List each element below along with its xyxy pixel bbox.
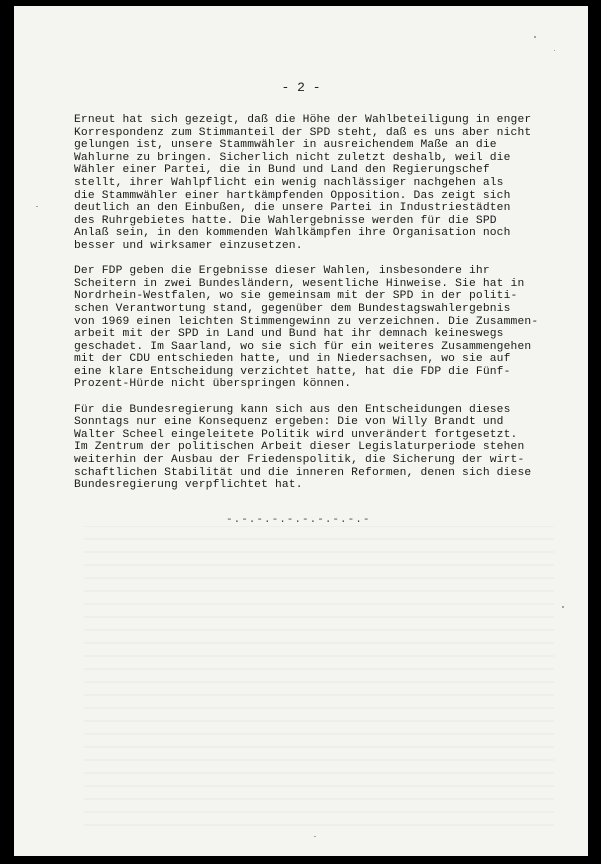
- section-separator: -.-.-.-.-.-.-.-.-.-: [226, 514, 371, 526]
- text-line: Prozent-Hürde nicht überspringen können.: [74, 378, 352, 391]
- text-line: schen Verantwortung stand, gegenüber dem Bundestagswahlergebnis: [74, 302, 511, 315]
- text-line: die Stammwähler einer hartkämpfenden Opposition. Das zeigt sich: [74, 189, 511, 202]
- text-line: geschadet. Im Saarland, wo sie sich für ein weiteres Zusammengehen: [74, 340, 532, 353]
- text-line: gelungen ist, unsere Stammwähler in ausreichendem Maße an die: [74, 139, 497, 152]
- text-line: weiterhin der Ausbau der Friedenspolitik, die Sicherung der wirt-: [74, 454, 525, 467]
- text-line: Bundesregierung verpflichtet hat.: [74, 479, 303, 492]
- text-line: Nordrhein-Westfalen, wo sie gemeinsam mit der SPD in der politi-: [74, 290, 518, 303]
- text-line: Sonntags nur eine Konsequenz ergeben: Die von Willy Brandt und: [74, 416, 504, 429]
- text-line: des Ruhrgebietes hatte. Die Wahlergebnisse werden für die SPD: [74, 214, 497, 227]
- text-line: arbeit mit der SPD in Land und Bund hat ihr demnach keineswegs: [74, 328, 504, 341]
- text-line: Anlaß sein, in den kommenden Wahlkämpfen ihre Organisation noch: [74, 227, 511, 240]
- text-line: Der FDP geben die Ergebnisse dieser Wahlen, insbesondere ihr: [74, 265, 490, 278]
- body-text: [74, 114, 574, 504]
- document-page: [14, 6, 588, 856]
- text-line: von 1969 einen leichten Stimmengewinn zu verzeichnen. Die Zusammen-: [74, 315, 539, 328]
- scan-speck: [534, 36, 536, 38]
- text-line: eine klare Entscheidung verzichtet hatte, hat die FDP die Fünf-: [74, 365, 511, 378]
- text-line: deutlich an den Einbußen, die unsere Partei in Industriestädten: [74, 202, 511, 215]
- paragraph-1: [74, 114, 574, 253]
- scan-speck: [562, 606, 564, 608]
- page-number: - 2 -: [281, 80, 321, 95]
- text-line: Für die Bundesregierung kann sich aus den Entscheidungen dieses: [74, 403, 511, 416]
- scan-speck: [314, 836, 316, 837]
- scan-speck: [36, 206, 38, 207]
- text-line: Walter Scheel eingeleitete Politik wird unverändert fortgesetzt.: [74, 428, 518, 441]
- bleed-through-noise: [84, 526, 554, 826]
- text-line: Im Zentrum der politischen Arbeit dieser Legislaturperiode stehen: [74, 441, 525, 454]
- text-line: Korrespondenz zum Stimmanteil der SPD steht, daß es uns aber nicht: [74, 126, 532, 139]
- text-line: stellt, ihrer Wahlpflicht ein wenig nachlässiger nachgehen als: [74, 176, 504, 189]
- text-line: Erneut hat sich gezeigt, daß die Höhe der Wahlbeteiligung in enger: [74, 114, 532, 126]
- scan-speck: [554, 50, 555, 51]
- paragraph-3: [74, 404, 574, 492]
- text-line: schaftlichen Stabilität und die inneren Reformen, denen sich diese: [74, 466, 532, 479]
- text-line: Wähler einer Partei, die in Bund und Land den Regierungschef: [74, 164, 490, 177]
- text-line: mit der CDU entschieden hatte, und in Niedersachsen, wo sie auf: [74, 353, 511, 366]
- paragraph-2: [74, 265, 574, 391]
- text-line: Scheitern in zwei Bundesländern, wesentliche Hinweise. Sie hat in: [74, 277, 525, 290]
- text-line: besser und wirksamer einzusetzen.: [74, 239, 303, 252]
- text-line: Wahlurne zu bringen. Sicherlich nicht zuletzt deshalb, weil die: [74, 151, 511, 164]
